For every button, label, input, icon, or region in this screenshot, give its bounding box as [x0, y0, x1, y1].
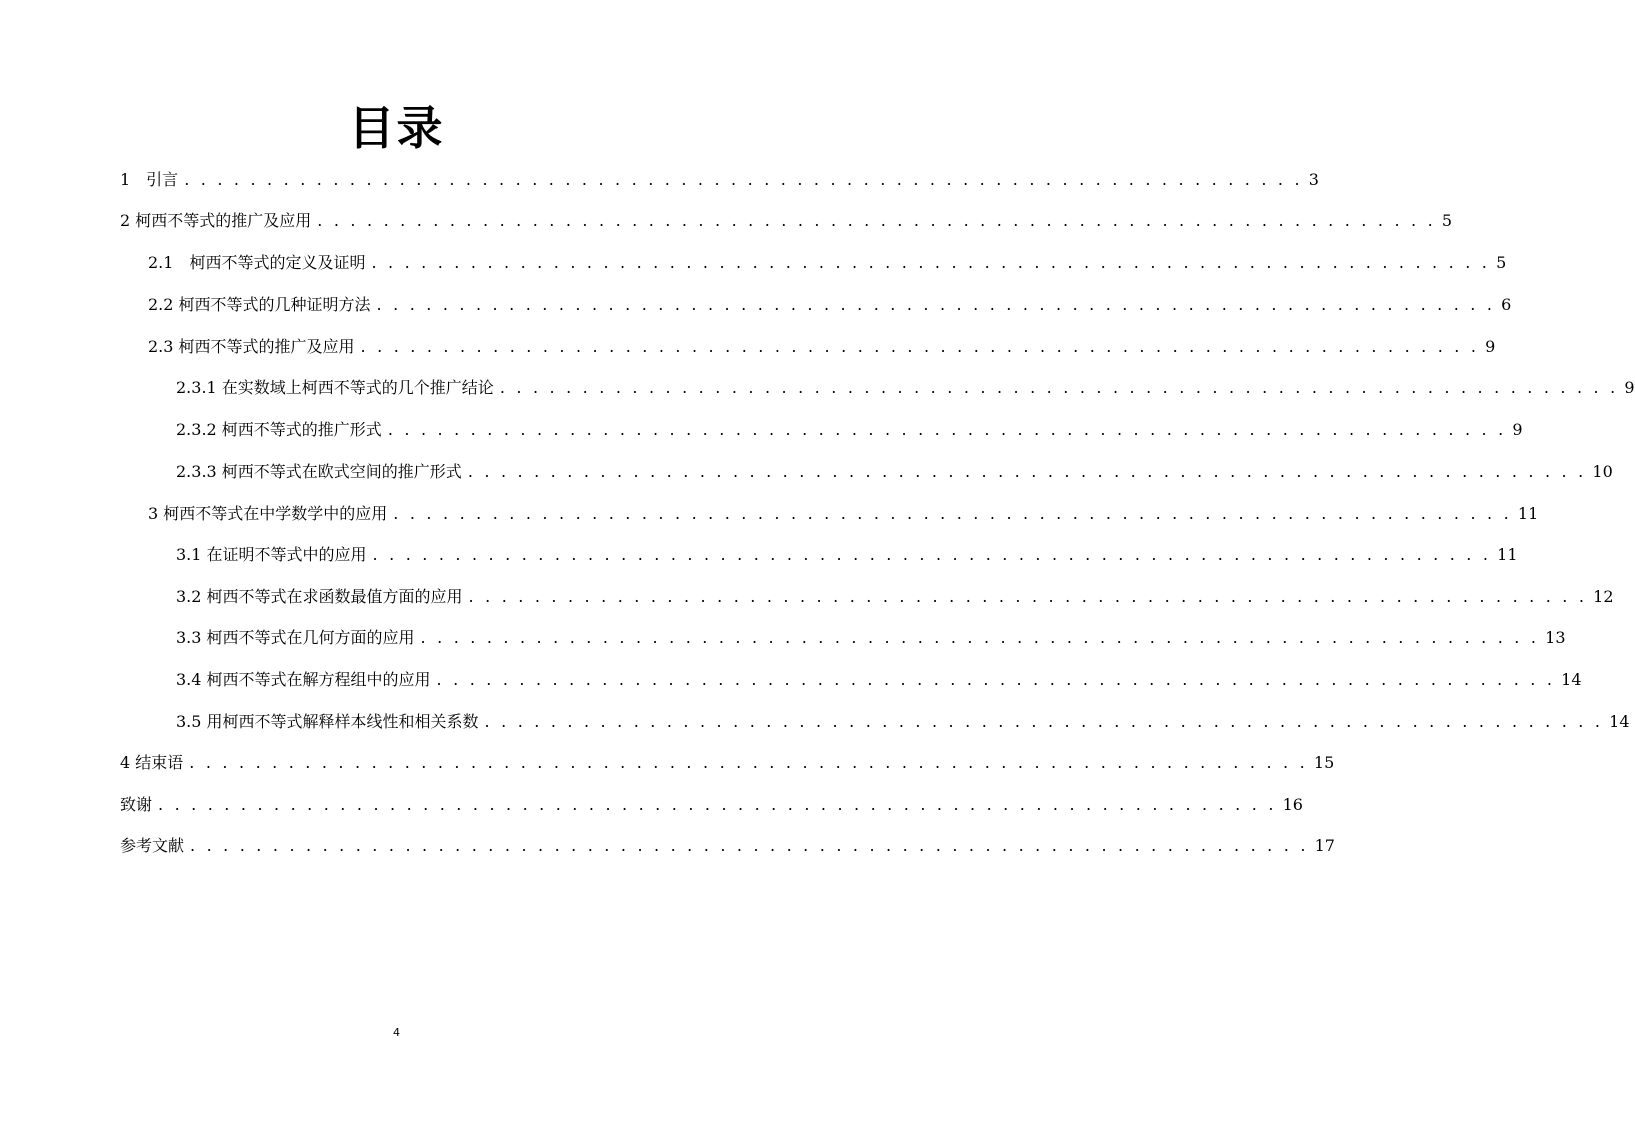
toc-entry-label: 2.3.2 柯西不等式的推广形式 — [176, 420, 382, 439]
toc-entry[interactable] — [176, 376, 1635, 400]
toc-entry-page: 10 — [1592, 462, 1613, 481]
toc-entry-page: 14 — [1609, 712, 1630, 731]
toc-entry-label: 3.5 用柯西不等式解释样本线性和相关系数 — [176, 712, 479, 731]
toc-entry[interactable] — [176, 710, 1630, 734]
toc-entry-page: 5 — [1496, 253, 1507, 272]
toc-entry[interactable] — [176, 585, 1614, 609]
toc-entry-label: 3.1 在证明不等式中的应用 — [176, 545, 367, 564]
toc-entry-page: 14 — [1561, 670, 1582, 689]
toc-entry-label: 2.1 柯西不等式的定义及证明 — [148, 253, 366, 272]
toc-entry-label: 2.2 柯西不等式的几种证明方法 — [148, 295, 371, 314]
toc-entry[interactable] — [176, 418, 1523, 442]
toc-entry[interactable] — [148, 293, 1512, 317]
toc-leader-dots: . . . . . . . . . . . . . . . . . . . . . . . . . . . . . . . . . . . . . . . . . . . . . . . . . . . . . . . . . . . . . . . . . . . . — [376, 295, 1496, 314]
toc-entry-page: 9 — [1485, 337, 1496, 356]
toc-leader-dots: . . . . . . . . . . . . . . . . . . . . . . . . . . . . . . . . . . . . . . . . . . . . . . . . . . . . . . . . . . . . . . . . . . . . — [499, 378, 1619, 397]
page-title: 目录 — [348, 101, 445, 155]
toc-entry[interactable] — [120, 834, 1335, 858]
toc-leader-dots: . . . . . . . . . . . . . . . . . . . . . . . . . . . . . . . . . . . . . . . . . . . . . . . . . . . . . . . . . . . . . . . . . . . . — [468, 587, 1588, 606]
toc-entry[interactable] — [176, 668, 1582, 692]
toc-entry-page: 9 — [1512, 420, 1523, 439]
toc-entry-label: 4 结束语 — [120, 753, 184, 772]
toc-leader-dots: . . . . . . . . . . . . . . . . . . . . . . . . . . . . . . . . . . . . . . . . . . . . . . . . . . . . . . . . . . . . . . . . . . . . — [360, 337, 1480, 356]
toc-entry[interactable] — [120, 168, 1319, 192]
toc-entry-label: 3.3 柯西不等式在几何方面的应用 — [176, 628, 415, 647]
toc-entry[interactable] — [120, 751, 1335, 775]
toc-entry-label: 3.2 柯西不等式在求函数最值方面的应用 — [176, 587, 463, 606]
toc-entry-page: 3 — [1308, 170, 1319, 189]
toc-entry[interactable] — [148, 251, 1507, 275]
toc-entry-label: 1 引言 — [120, 170, 179, 189]
toc-entry-label: 3.4 柯西不等式在解方程组中的应用 — [176, 670, 431, 689]
toc-entry-page: 17 — [1314, 836, 1335, 855]
toc-leader-dots: . . . . . . . . . . . . . . . . . . . . . . . . . . . . . . . . . . . . . . . . . . . . . . . . . . . . . . . . . . . . . . . . . . . . — [436, 670, 1556, 689]
toc-entry-label: 2.3.1 在实数域上柯西不等式的几个推广结论 — [176, 378, 494, 397]
toc-entry-page: 15 — [1313, 753, 1335, 772]
toc-entry[interactable] — [176, 460, 1613, 484]
toc-entry-page: 9 — [1624, 378, 1635, 397]
toc-entry-label: 2.3.3 柯西不等式在欧式空间的推广形式 — [176, 462, 462, 481]
toc-leader-dots: . . . . . . . . . . . . . . . . . . . . . . . . . . . . . . . . . . . . . . . . . . . . . . . . . . . . . . . . . . . . . . . . . . . . — [184, 170, 1303, 189]
toc-entry-label: 3 柯西不等式在中学数学中的应用 — [148, 504, 388, 523]
toc-entry-page: 6 — [1501, 295, 1512, 314]
footer-page-number: 4 — [393, 1026, 400, 1039]
toc-entry[interactable] — [176, 626, 1566, 650]
toc-entry[interactable] — [148, 335, 1496, 359]
toc-entry-page: 16 — [1282, 795, 1303, 814]
toc-leader-dots: . . . . . . . . . . . . . . . . . . . . . . . . . . . . . . . . . . . . . . . . . . . . . . . . . . . . . . . . . . . . . . . . . . . . — [371, 253, 1491, 272]
toc-leader-dots: . . . . . . . . . . . . . . . . . . . . . . . . . . . . . . . . . . . . . . . . . . . . . . . . . . . . . . . . . . . . . . . . . . . . — [484, 712, 1604, 731]
toc-entry[interactable] — [120, 209, 1453, 233]
toc-leader-dots: . . . . . . . . . . . . . . . . . . . . . . . . . . . . . . . . . . . . . . . . . . . . . . . . . . . . . . . . . . . . . . . . . . . . — [317, 211, 1436, 230]
toc-leader-dots: . . . . . . . . . . . . . . . . . . . . . . . . . . . . . . . . . . . . . . . . . . . . . . . . . . . . . . . . . . . . . . . . . . . . — [467, 462, 1587, 481]
toc-entry-page: 11 — [1517, 504, 1539, 523]
toc-entry[interactable] — [176, 543, 1518, 567]
toc-entry[interactable] — [148, 502, 1539, 526]
toc-leader-dots: . . . . . . . . . . . . . . . . . . . . . . . . . . . . . . . . . . . . . . . . . . . . . . . . . . . . . . . . . . . . . . . . . . . . — [189, 753, 1308, 772]
toc-entry-label: 致谢 — [120, 795, 153, 814]
toc-leader-dots: . . . . . . . . . . . . . . . . . . . . . . . . . . . . . . . . . . . . . . . . . . . . . . . . . . . . . . . . . . . . . . . . . . . . — [158, 795, 1277, 814]
toc-leader-dots: . . . . . . . . . . . . . . . . . . . . . . . . . . . . . . . . . . . . . . . . . . . . . . . . . . . . . . . . . . . . . . . . . . . . — [372, 545, 1492, 564]
toc-leader-dots: . . . . . . . . . . . . . . . . . . . . . . . . . . . . . . . . . . . . . . . . . . . . . . . . . . . . . . . . . . . . . . . . . . . . — [393, 504, 1512, 523]
toc-entry-page: 13 — [1545, 628, 1566, 647]
toc-entry-page: 11 — [1497, 545, 1518, 564]
toc-entry-label: 2 柯西不等式的推广及应用 — [120, 211, 312, 230]
toc-leader-dots: . . . . . . . . . . . . . . . . . . . . . . . . . . . . . . . . . . . . . . . . . . . . . . . . . . . . . . . . . . . . . . . . . . . . — [387, 420, 1507, 439]
toc-entry-label: 2.3 柯西不等式的推广及应用 — [148, 337, 355, 356]
toc-entry-page: 5 — [1441, 211, 1453, 230]
toc-leader-dots: . . . . . . . . . . . . . . . . . . . . . . . . . . . . . . . . . . . . . . . . . . . . . . . . . . . . . . . . . . . . . . . . . . . . — [420, 628, 1540, 647]
toc-entry-page: 12 — [1593, 587, 1614, 606]
toc-leader-dots: . . . . . . . . . . . . . . . . . . . . . . . . . . . . . . . . . . . . . . . . . . . . . . . . . . . . . . . . . . . . . . . . . . . . — [190, 836, 1309, 855]
toc-entry-label: 参考文献 — [120, 836, 185, 855]
toc-entry[interactable] — [120, 793, 1303, 817]
